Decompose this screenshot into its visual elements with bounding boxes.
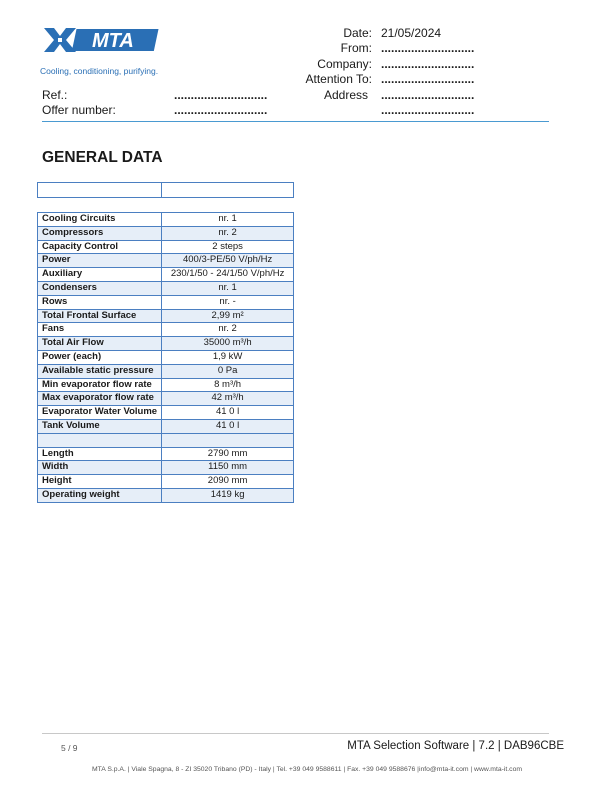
row-value: 0 Pa	[162, 364, 294, 378]
table-row	[38, 309, 294, 323]
table-row	[38, 364, 294, 378]
row-label: Compressors	[38, 226, 162, 240]
table-row	[38, 337, 294, 351]
row-label: Total Air Flow	[38, 337, 162, 351]
ref-value: ............................	[174, 88, 268, 102]
table-header-value	[162, 183, 294, 198]
row-value: nr. 2	[162, 226, 294, 240]
row-label: Fans	[38, 323, 162, 337]
table-row	[38, 447, 294, 461]
table-row	[38, 475, 294, 489]
row-label: Length	[38, 447, 162, 461]
date-label: Date:	[343, 26, 372, 40]
table-spacer-row	[38, 433, 294, 447]
offer-value: ............................	[174, 103, 268, 117]
row-value: 8 m³/h	[162, 378, 294, 392]
software-version: MTA Selection Software | 7.2 | DAB96CBE	[347, 740, 564, 752]
table-row	[38, 323, 294, 337]
row-value: nr. 2	[162, 323, 294, 337]
footer-divider	[42, 733, 549, 734]
row-value: 2,99 m²	[162, 309, 294, 323]
row-value: 400/3-PE/50 V/ph/Hz	[162, 254, 294, 268]
row-value: 1,9 kW	[162, 350, 294, 364]
attention-label: Attention To:	[305, 72, 372, 86]
row-value: 1419 kg	[162, 488, 294, 502]
section-title: GENERAL DATA	[42, 149, 163, 166]
company-label: Company:	[317, 57, 372, 71]
company-address: MTA S.p.A. | Viale Spagna, 8 - ZI 35020 Tribano (PD) - Italy | Tel. +39 049 9588611 | Fax. +39 049 9588676 |info@mta-it.com | www.mta-it.com	[91, 766, 523, 773]
from-label: From:	[340, 41, 372, 55]
table-row	[38, 461, 294, 475]
row-label: Evaporator Water Volume	[38, 406, 162, 420]
row-label: Condensers	[38, 281, 162, 295]
table-header-key	[38, 183, 162, 198]
row-label: Available static pressure	[38, 364, 162, 378]
row-value: nr. 1	[162, 281, 294, 295]
row-value: 42 m³/h	[162, 392, 294, 406]
row-label: Operating weight	[38, 488, 162, 502]
row-label: Max evaporator flow rate	[38, 392, 162, 406]
spacer-cell	[162, 433, 294, 447]
row-value: 35000 m³/h	[162, 337, 294, 351]
table-row	[38, 254, 294, 268]
row-label: Capacity Control	[38, 240, 162, 254]
row-label: Min evaporator flow rate	[38, 378, 162, 392]
row-label: Auxiliary	[38, 268, 162, 282]
table-row	[38, 419, 294, 433]
table-spacer-row	[38, 198, 294, 213]
row-value: 1150 mm	[162, 461, 294, 475]
row-label: Tank Volume	[38, 419, 162, 433]
table-row	[38, 295, 294, 309]
row-label: Width	[38, 461, 162, 475]
table-row	[38, 281, 294, 295]
spacer-cell	[162, 198, 294, 213]
row-label: Cooling Circuits	[38, 213, 162, 227]
row-value: nr. -	[162, 295, 294, 309]
table-row	[38, 226, 294, 240]
row-label: Rows	[38, 295, 162, 309]
header-divider	[42, 121, 549, 122]
attention-value: ............................	[381, 72, 475, 86]
mta-logo-text: MTA	[92, 30, 134, 52]
row-value: 2790 mm	[162, 447, 294, 461]
row-label: Power	[38, 254, 162, 268]
row-value: 2090 mm	[162, 475, 294, 489]
general-data-table-body	[38, 183, 294, 503]
table-row	[38, 488, 294, 502]
row-label: Height	[38, 475, 162, 489]
ref-label: Ref.:	[42, 88, 68, 102]
offer-label: Offer number:	[42, 103, 116, 117]
address-value-2: ............................	[381, 103, 475, 117]
spacer-cell	[38, 198, 162, 213]
table-row	[38, 268, 294, 282]
table-row	[38, 240, 294, 254]
address-label: Address	[323, 88, 368, 102]
table-header-row	[38, 183, 294, 198]
table-row	[38, 406, 294, 420]
row-value: nr. 1	[162, 213, 294, 227]
general-data-table	[37, 182, 294, 503]
address-value: ............................	[381, 88, 475, 102]
table-row	[38, 392, 294, 406]
company-value: ............................	[381, 57, 475, 71]
spacer-cell	[38, 433, 162, 447]
table-row	[38, 213, 294, 227]
table-row	[38, 350, 294, 364]
row-value: 41 0 l	[162, 419, 294, 433]
row-value: 230/1/50 - 24/1/50 V/ph/Hz	[162, 268, 294, 282]
from-value: ............................	[381, 41, 475, 55]
row-value: 41 0 l	[162, 406, 294, 420]
page-number: 5 / 9	[61, 743, 78, 753]
logo-tagline: Cooling, conditioning, purifying.	[40, 66, 159, 76]
date-value: 21/05/2024	[381, 26, 442, 40]
row-label: Total Frontal Surface	[38, 309, 162, 323]
table-row	[38, 378, 294, 392]
row-value: 2 steps	[162, 240, 294, 254]
row-label: Power (each)	[38, 350, 162, 364]
